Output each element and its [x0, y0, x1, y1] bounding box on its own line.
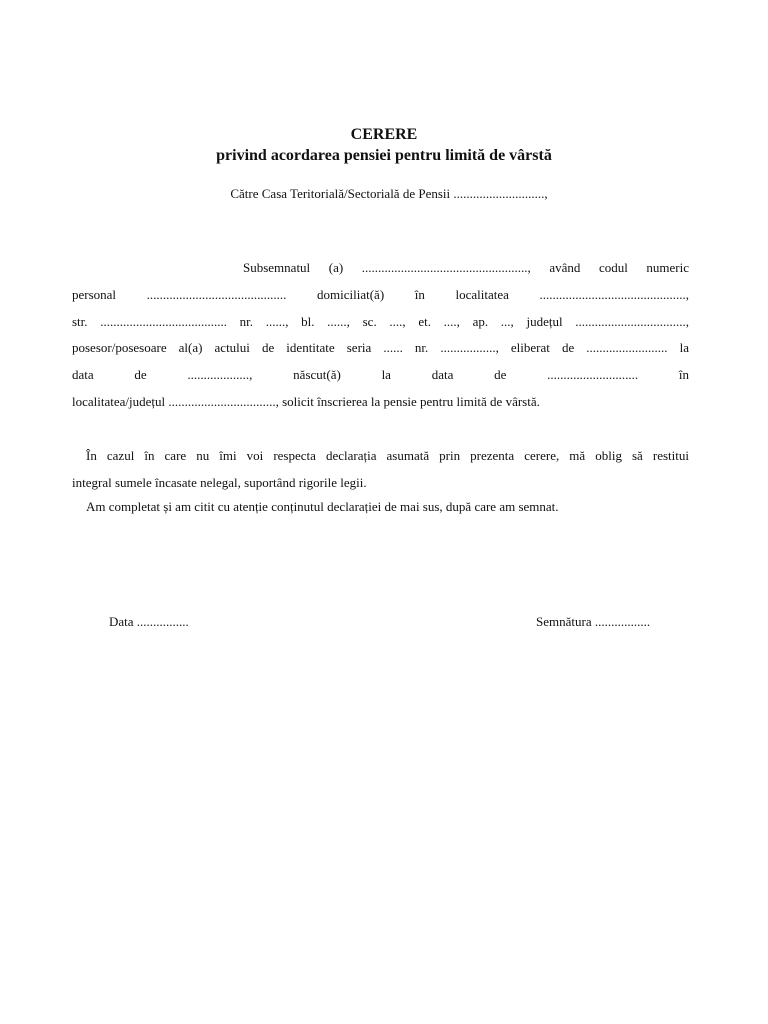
- paragraph-line: posesor/posesoare al(a) actului de identitate seria ...... nr. ................., eliberat de ......................... la: [72, 340, 689, 356]
- paragraph-line: Subsemnatul (a) ..................................................., având codul numeric: [243, 260, 689, 275]
- signature-field: Semnătura .................: [536, 614, 651, 629]
- applicant-details-paragraph: [72, 255, 689, 416]
- addressee-line: Către Casa Teritorială/Sectorială de Pensii ............................,: [230, 186, 548, 201]
- paragraph-line: personal ........................................... domiciliat(ă) în localitatea .............................................,: [72, 286, 689, 302]
- paragraph-line: str. ....................................... nr. ......, bl. ......, sc. ...., et. ...., ap. ..., județul ..................................,: [72, 313, 689, 329]
- paragraph-line: integral sumele încasate nelegal, suportând rigorile legii.: [72, 475, 367, 490]
- obligation-paragraph: [72, 442, 689, 496]
- paragraph-line: În cazul în care nu îmi voi respecta declarația asumată prin prezenta cerere, mă oblig să restitui: [86, 448, 689, 463]
- declaration-paragraph: Am completat și am citit cu atenție conținutul declarației de mai sus, după care am semnat.: [86, 499, 559, 514]
- paragraph-line: localitatea/județul ................................., solicit înscrierea la pensie pentru limită de vârstă.: [72, 393, 540, 409]
- paragraph-line: data de ..................., născut(ă) la data de ............................ în: [72, 367, 689, 383]
- date-field: Data ................: [109, 614, 189, 629]
- document-subtitle: privind acordarea pensiei pentru limită de vârstă: [216, 147, 552, 164]
- document-title: CERERE: [350, 126, 418, 143]
